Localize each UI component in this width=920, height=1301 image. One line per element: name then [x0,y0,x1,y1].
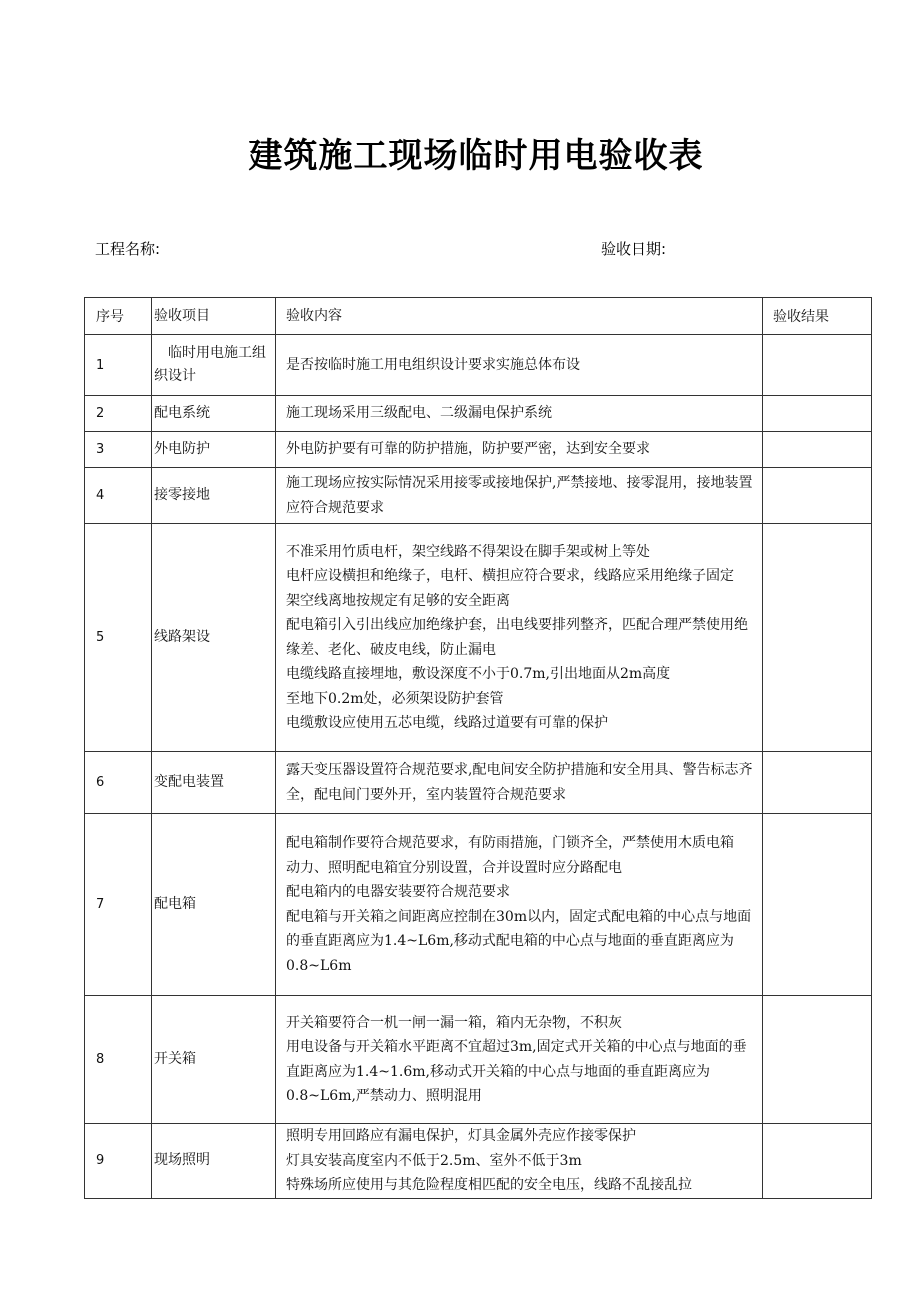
table-row [85,996,872,1124]
content-line: 电缆敷设应使用五芯电缆，线路过道要有可靠的保护 [286,715,608,731]
content-line: 照明专用回路应有漏电保护，灯具金属外壳应作接零保护 [286,1128,636,1144]
row-number: 4 [85,468,152,524]
table-row [85,524,872,752]
inspection-result-cell[interactable] [763,335,872,396]
inspection-result-cell[interactable] [763,752,872,814]
inspection-table [84,297,872,1199]
inspection-item: 线路架设 [152,524,276,752]
table-row [85,752,872,814]
table-header-row [85,298,872,335]
content-line: 用电设备与开关箱水平距离不宜超过3m,固定式开关箱的中心点与地面的垂直距离应为1.4~1.6m,移动式开关箱的中心点与地面的垂直距离应为0.8~L6m,严禁动力、照明混用 [286,1039,747,1104]
inspection-content [276,752,763,814]
inspection-content [276,1124,763,1199]
header-result: 验收结果 [763,298,872,335]
inspection-result-cell[interactable] [763,996,872,1124]
content-line: 电缆线路直接埋地，敷设深度不小于0.7m,引出地面从2m高度 [286,666,671,682]
page-title: 建筑施工现场临时用电验收表 [248,136,704,176]
header-content: 验收内容 [276,298,763,335]
header-item: 验收项目 [152,298,276,335]
content-line: 配电箱制作要符合规范要求，有防雨措施，门锁齐全，严禁使用木质电箱 [286,835,734,851]
inspection-result-cell[interactable] [763,396,872,432]
content-line: 露天变压器设置符合规范要求,配电间安全防护措施和安全用具、警告标志齐全，配电间门要外开，室内装置符合规范要求 [286,762,753,803]
content-line: 动力、照明配电箱宜分别设置，合并设置时应分路配电 [286,859,622,876]
inspection-content [276,524,763,752]
inspection-content [276,814,763,996]
content-line: 配电箱内的电器安装要符合规范要求 [286,884,510,900]
table-row [85,814,872,996]
content-line: 架空线离地按规定有足够的安全距离 [286,592,510,609]
row-number: 9 [85,1124,152,1199]
inspection-item: 变配电装置 [152,752,276,814]
inspection-item: 开关箱 [152,996,276,1124]
inspection-item: 外电防护 [152,432,276,468]
inspection-content [276,432,763,468]
content-line: 不准采用竹质电杆，架空线路不得架设在脚手架或树上等处 [286,543,650,560]
content-line: 配电箱引入引出线应加绝缘护套，出电线要排列整齐，匹配合理严禁使用绝缘差、老化、破皮电线，防止漏电 [286,617,748,658]
table-row [85,335,872,396]
table-row [85,468,872,524]
content-line: 配电箱与开关箱之间距离应控制在30m以内，固定式配电箱的中心点与地面的垂直距离应为1.4~L6m,移动式配电箱的中心点与地面的垂直距离应为0.8~L6m [286,908,752,974]
inspection-date-label: 验收日期: [601,240,667,258]
inspection-item: 临时用电施工组织设计 [152,335,276,396]
content-line: 特殊场所应使用与其危险程度相匹配的安全电压，线路不乱接乱拉 [286,1177,692,1193]
content-line: 至地下0.2m处，必须架设防护套管 [286,690,504,707]
row-number: 5 [85,524,152,752]
inspection-item: 接零接地 [152,468,276,524]
header-no: 序号 [85,298,152,335]
row-number: 8 [85,996,152,1124]
content-line: 电杆应设横担和绝缘子，电杆、横担应符合要求，线路应采用绝缘子固定 [286,568,734,584]
inspection-item: 现场照明 [152,1124,276,1199]
inspection-result-cell[interactable] [763,814,872,996]
content-line: 是否按临时施工用电组织设计要求实施总体布设 [286,356,580,373]
row-number: 2 [85,396,152,432]
inspection-result-cell[interactable] [763,468,872,524]
table-row [85,1124,872,1199]
content-line: 外电防护要有可靠的防护措施，防护要严密，达到安全要求 [286,441,650,458]
inspection-result-cell[interactable] [763,524,872,752]
row-number: 1 [85,335,152,396]
content-line: 施工现场应按实际情况采用接零或接地保护,严禁接地、接零混用，接地装置应符合规范要求 [286,475,753,516]
content-line: 施工现场采用三级配电、二级漏电保护系统 [286,405,552,422]
inspection-content [276,996,763,1124]
inspection-content [276,468,763,524]
project-name-label: 工程名称: [95,240,161,258]
content-line: 灯具安装高度室内不低于2.5m、室外不低于3m [286,1152,582,1169]
inspection-content [276,335,763,396]
inspection-content [276,396,763,432]
inspection-result-cell[interactable] [763,1124,872,1199]
table-row [85,396,872,432]
inspection-item: 配电系统 [152,396,276,432]
table-row [85,432,872,468]
row-number: 7 [85,814,152,996]
row-number: 3 [85,432,152,468]
content-line: 开关箱要符合一机一闸一漏一箱，箱内无杂物，不积灰 [286,1014,622,1031]
inspection-result-cell[interactable] [763,432,872,468]
inspection-item: 配电箱 [152,814,276,996]
row-number: 6 [85,752,152,814]
